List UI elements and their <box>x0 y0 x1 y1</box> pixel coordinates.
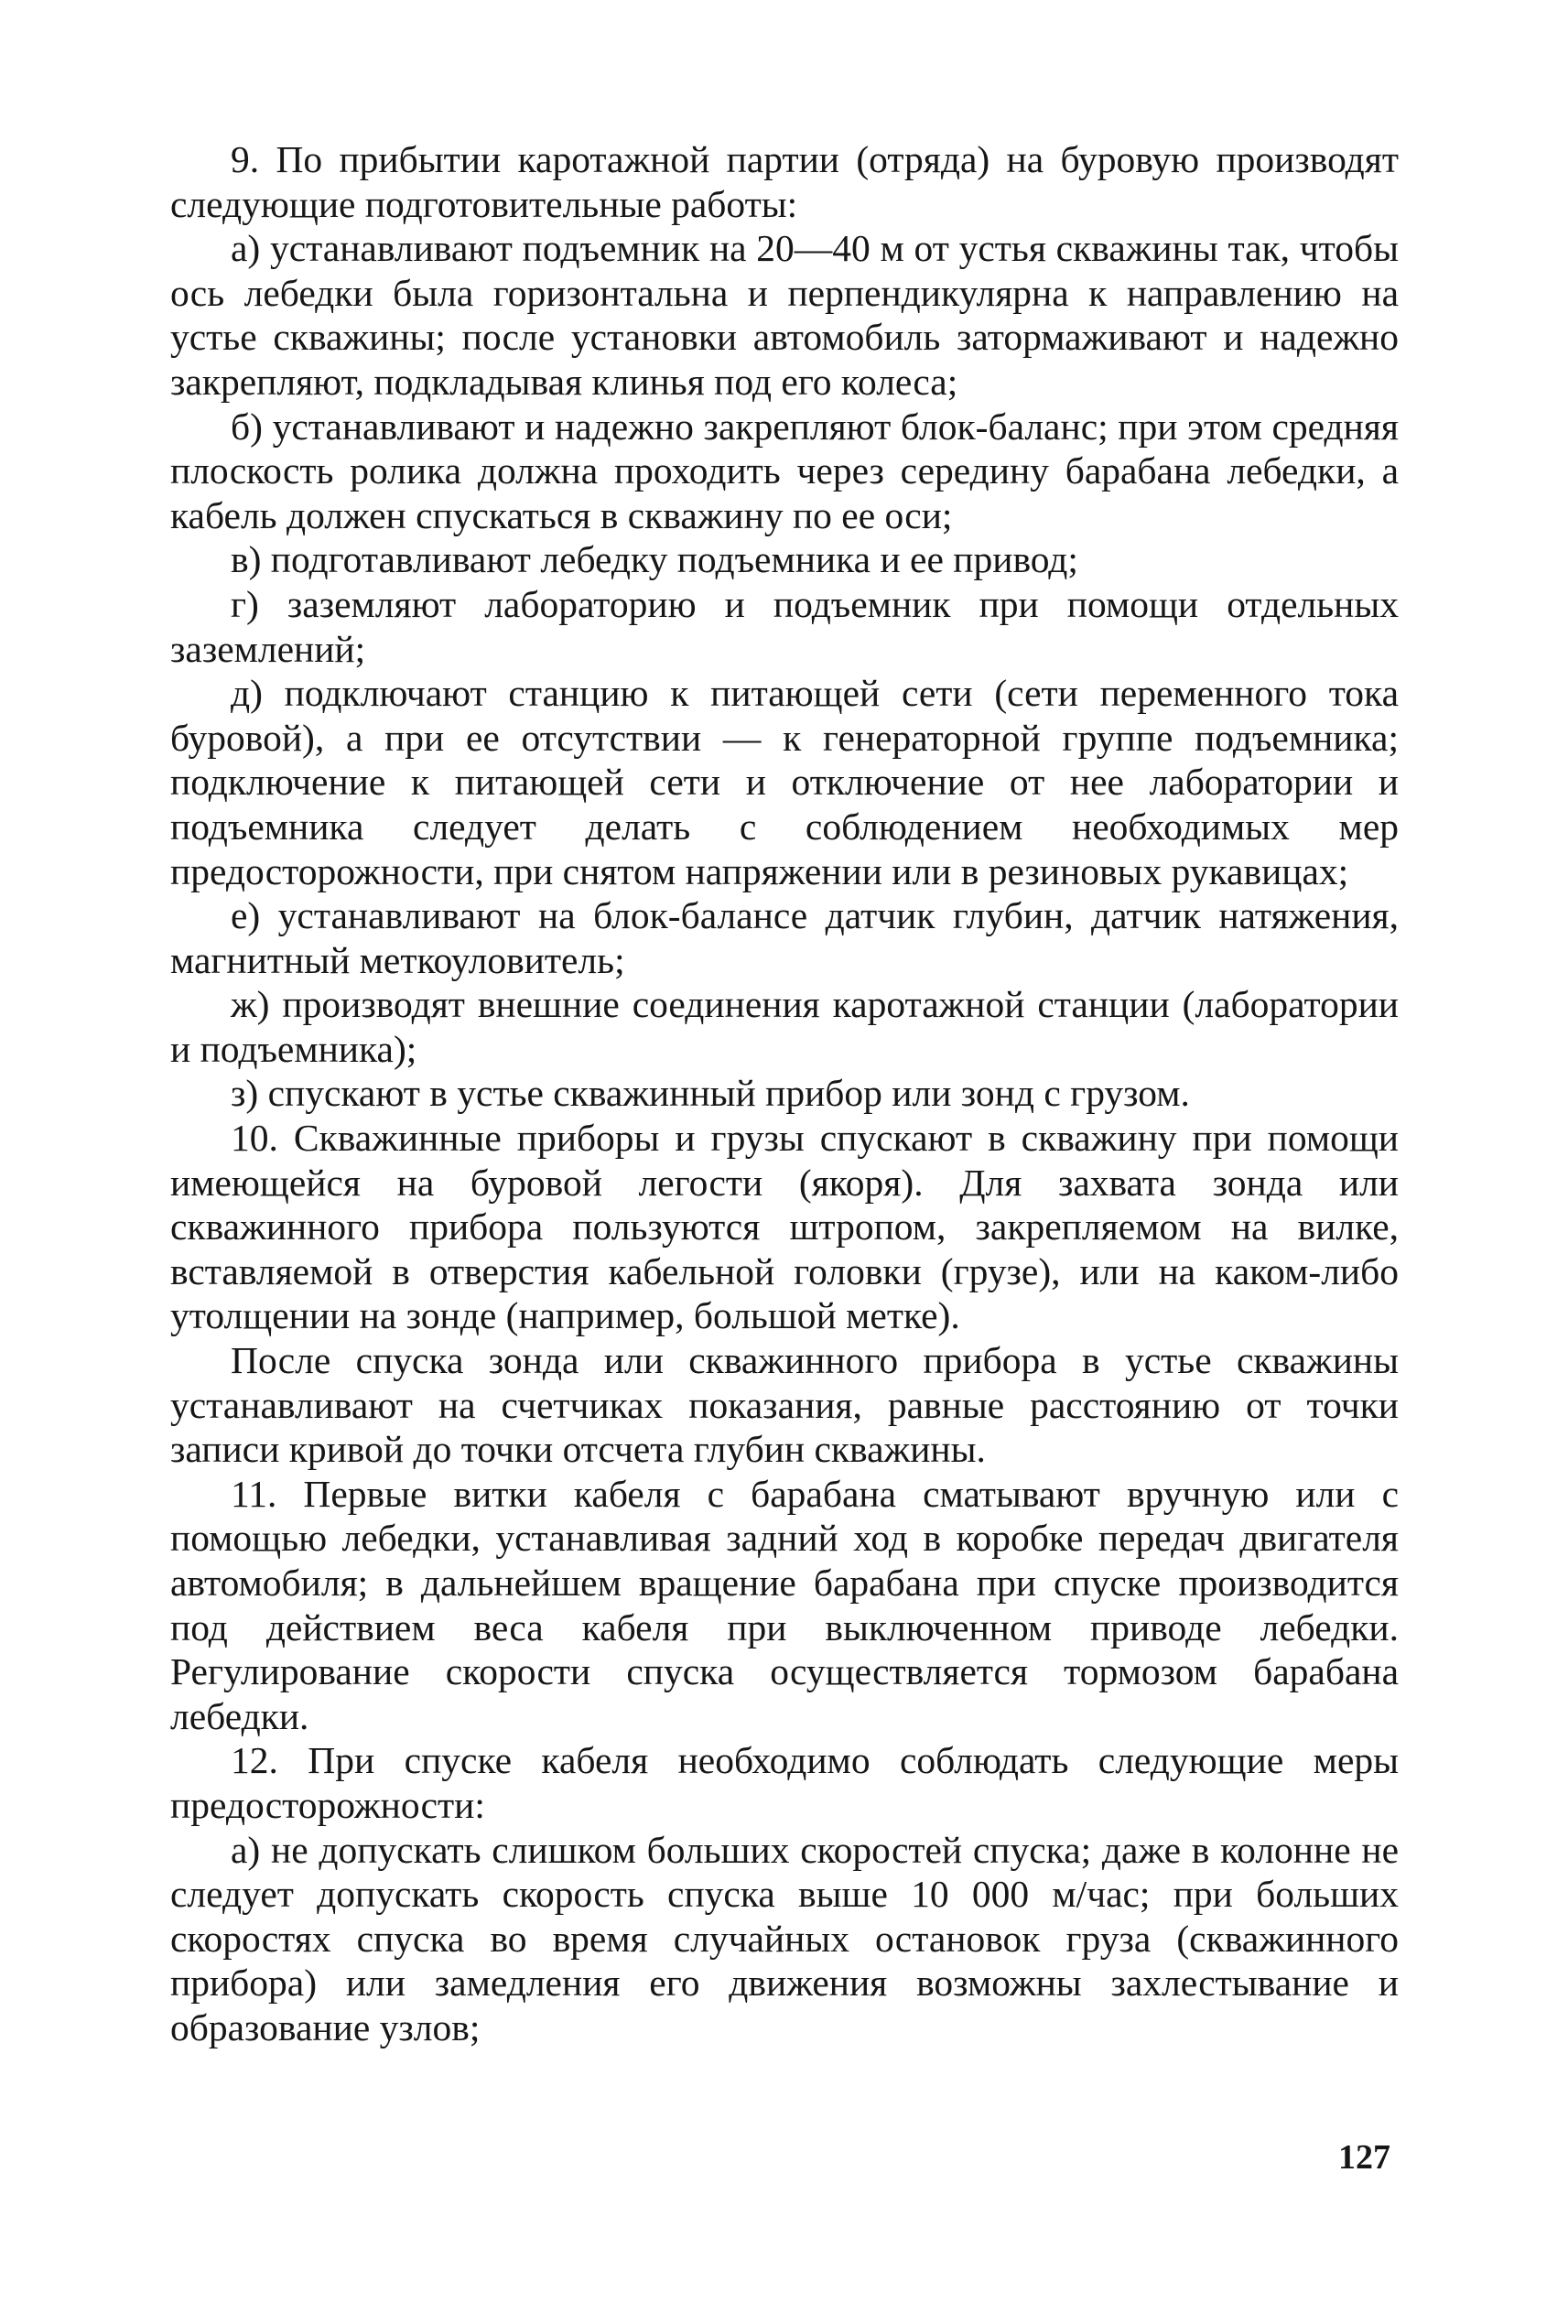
paragraph-9d: д) подключают станцию к питающей сети (сети переменного тока буровой), а при ее отсутствии — к генераторной группе подъемника; подключение к питающей сети и отключение от нее лаборатории и подъемника следует делать с соблюдением необходимых мер предосторожности, при снятом напряжении или в резиновых рукавицах; <box>170 672 1399 892</box>
paragraph-9v: в) подготавливают лебедку подъемника и ее привод; <box>231 538 1078 581</box>
page-number: 127 <box>1338 2138 1390 2177</box>
paragraph-12a: а) не допускать слишком больших скоростей спуска; даже в колонне не следует допускать скорость спуска выше 10 000 м/час; при больших скоростях спуска во время случайных остановок груза (скважинного прибора) или замедления его движения возможны захлестывание и образование узлов; <box>170 1828 1399 2048</box>
paragraph-9z: з) спускают в устье скважинный прибор или зонд с грузом. <box>231 1072 1190 1115</box>
paragraph-9zh: ж) производят внешние соединения каротажной станции (лаборатории и подъемника); <box>170 983 1399 1070</box>
paragraph-12-intro: 12. При спуске кабеля необходимо соблюдать следующие меры предосторожности: <box>170 1739 1399 1826</box>
paragraph-9a: а) устанавливают подъемник на 20—40 м от устья скважины так, чтобы ось лебедки была горизонтальна и перпендикулярна к направлению на устье скважины; после установки автомобиль затормаживают и надежно закрепляют, подкладывая клинья под его колеса; <box>170 227 1399 403</box>
paragraph-11: 11. Первые витки кабеля с барабана сматывают вручную или с помощью лебедки, устанавливая задний ход в коробке передач двигателя автомобиля; в дальнейшем вращение барабана при спуске производится под действием веса кабеля при выключенном приводе лебедки. Регулирование скорости спуска осуществляется тормозом барабана лебедки. <box>170 1472 1399 1737</box>
paragraph-9g: г) заземляют лабораторию и подъемник при помощи отдельных заземлений; <box>170 582 1399 670</box>
paragraph-9b: б) устанавливают и надежно закрепляют блок-баланс; при этом средняя плоскость ролика должна проходить через середину барабана лебедки, а кабель должен спускаться в скважину по ее оси; <box>170 405 1399 536</box>
paragraph-9-intro: 9. По прибытии каротажной партии (отряда) на буровую производят следующие подготовительные работы: <box>170 138 1399 225</box>
page-body <box>170 137 1399 2050</box>
paragraph-9e: е) устанавливают на блок-балансе датчик глубин, датчик натяжения, магнитный меткоуловитель; <box>170 894 1399 981</box>
paragraph-10-continued: После спуска зонда или скважинного прибора в устье скважины устанавливают на счетчиках показания, равные расстоянию от точки записи кривой до точки отсчета глубин скважины. <box>170 1339 1399 1471</box>
paragraph-10: 10. Скважинные приборы и грузы спускают в скважину при помощи имеющейся на буровой легости (якоря). Для захвата зонда или скважинного прибора пользуются штропом, закрепляемом на вилке, вставляемой в отверстия кабельной головки (грузе), или на каком-либо утолщении на зонде (например, большой метке). <box>170 1117 1399 1337</box>
